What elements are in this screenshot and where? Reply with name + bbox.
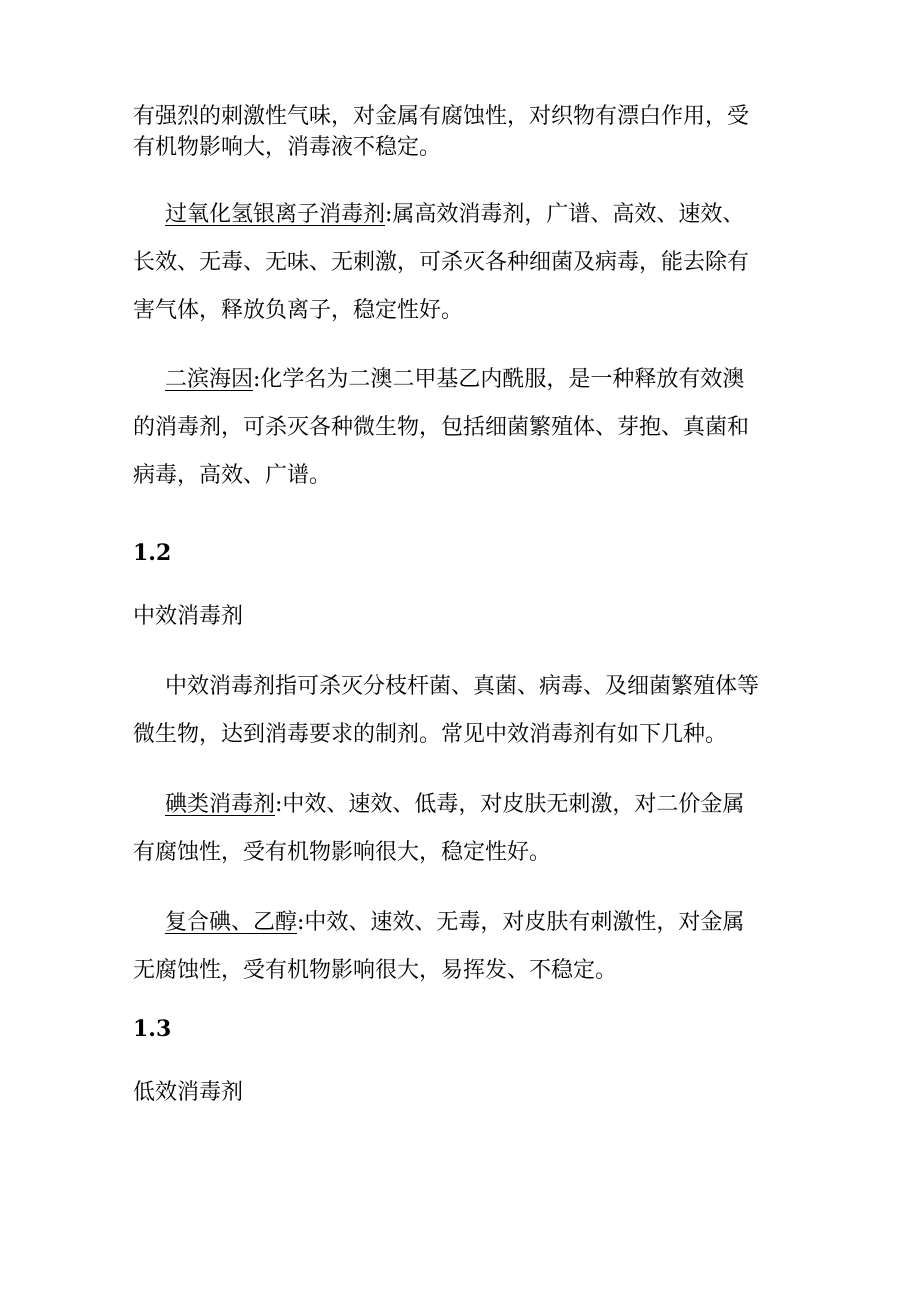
paragraph-6-line-1 — [165, 910, 744, 936]
section-title-medium-efficiency: 中效消毒剂 — [133, 604, 244, 629]
paragraph-2-line-1-text: :属高效消毒剂，广谱、高效、速效、 — [385, 202, 745, 227]
paragraph-3-line-1 — [165, 367, 744, 393]
paragraph-4-line-1: 中效消毒剂指可杀灭分枝杆菌、真菌、病毒、及细菌繁殖体等 — [165, 674, 760, 699]
paragraph-4-line-2: 微生物，达到消毒要求的制剂。常见中效消毒剂有如下几种。 — [133, 722, 728, 747]
term-hydrogen-peroxide-silver: 过氧化氢银离子消毒剂 — [165, 202, 386, 227]
paragraph-6-line-2: 无腐蚀性，受有机物影响很大，易挥发、不稳定。 — [133, 958, 618, 983]
paragraph-1-line-2: 有机物影响大，消毒液不稳定。 — [133, 135, 442, 160]
term-iodine-disinfectant: 碘类消毒剂 — [165, 792, 276, 817]
paragraph-2-line-3: 害气体，释放负离子，稳定性好。 — [133, 298, 464, 323]
paragraph-3-line-3: 病毒，高效、广谱。 — [133, 463, 332, 488]
paragraph-2-line-1 — [165, 202, 744, 228]
paragraph-5-line-1-text: :中效、速效、低毒，对皮肤无刺激，对二价金属 — [275, 792, 745, 817]
paragraph-5-line-2: 有腐蚀性，受有机物影响很大，稳定性好。 — [133, 840, 552, 865]
paragraph-6-line-1-text: :中效、速效、无毒，对皮肤有刺激性，对金属 — [297, 910, 745, 935]
term-compound-iodine-ethanol: 复合碘、乙醇 — [165, 910, 298, 935]
section-number-1-2: 1.2 — [133, 540, 172, 566]
paragraph-2-line-2: 长效、无毒、无味、无刺激，可杀灭各种细菌及病毒，能去除有 — [133, 250, 750, 275]
term-dibromohydantoin: 二滨海因 — [165, 367, 254, 392]
paragraph-3-line-2: 的消毒剂，可杀灭各种微生物，包括细菌繁殖体、芽抱、真菌和 — [133, 415, 750, 440]
section-number-1-3: 1.3 — [133, 1016, 172, 1042]
section-title-low-efficiency: 低效消毒剂 — [133, 1080, 244, 1105]
paragraph-1-line-1: 有强烈的刺激性气味，对金属有腐蚀性，对织物有漂白作用，受 — [133, 104, 750, 129]
paragraph-5-line-1 — [165, 792, 744, 818]
paragraph-3-line-1-text: :化学名为二澳二甲基乙内酰服，是一种释放有效澳 — [253, 367, 745, 392]
